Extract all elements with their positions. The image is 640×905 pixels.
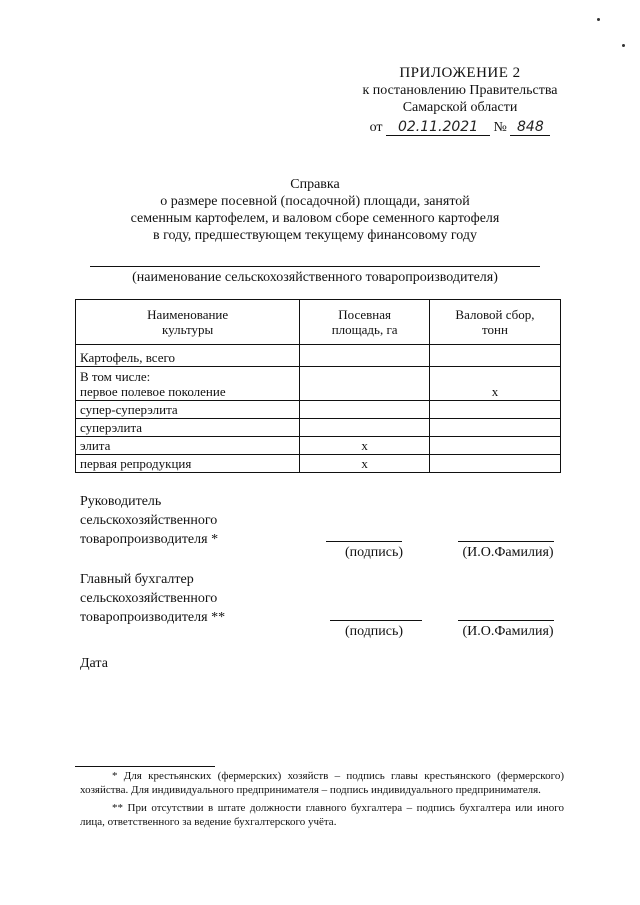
head-title-line-1: Руководитель — [80, 494, 162, 509]
area-cell[interactable]: х — [300, 437, 430, 455]
appendix-line-1: к постановлению Правительства — [362, 83, 558, 98]
decree-date: 02.11.2021 — [386, 120, 490, 136]
head-title-line-3: товаропроизводителя * — [80, 532, 219, 547]
head-signature-block — [80, 492, 218, 549]
table-header-row — [76, 300, 561, 345]
area-cell[interactable]: х — [300, 455, 430, 473]
area-cell[interactable] — [300, 345, 430, 367]
table-row — [76, 455, 561, 473]
head-signature-caption: (подпись) — [344, 545, 404, 560]
head-name-field[interactable] — [458, 541, 554, 542]
accountant-name-field[interactable] — [458, 620, 554, 621]
table-row — [76, 437, 561, 455]
appendix-title: ПРИЛОЖЕНИЕ 2 — [399, 65, 521, 81]
harvest-cell[interactable] — [429, 419, 560, 437]
area-cell[interactable] — [300, 367, 430, 401]
number-prefix: № — [493, 120, 507, 135]
title-heading: Справка — [290, 177, 340, 192]
row-label: элита — [76, 437, 300, 455]
producer-name-field[interactable] — [90, 266, 540, 267]
title-line-1: о размере посевной (посадочной) площади, занятой — [160, 194, 470, 209]
date-label: Дата — [80, 656, 108, 671]
appendix-line-2: Самарской области — [402, 100, 518, 115]
scan-mark-dot — [597, 18, 600, 21]
appendix-block — [340, 64, 580, 136]
area-cell[interactable] — [300, 401, 430, 419]
decree-number: 848 — [510, 120, 550, 136]
title-line-2: семенным картофелем, и валовом сборе семенного картофеля — [130, 211, 500, 226]
row-label: супер-суперэлита — [76, 401, 300, 419]
table-row — [76, 367, 561, 401]
row-label: Картофель, всего — [76, 345, 300, 367]
row-label-main: первое полевое поколение — [80, 384, 226, 399]
head-title-line-2: сельскохозяйственного — [80, 513, 218, 528]
document-title — [90, 176, 540, 244]
appendix-date-line — [340, 119, 580, 136]
footnotes — [80, 769, 564, 829]
accountant-name-caption: (И.О.Фамилия) — [462, 624, 554, 639]
row-label: первая репродукция — [76, 455, 300, 473]
head-name-caption: (И.О.Фамилия) — [462, 545, 554, 560]
row-label: суперэлита — [76, 419, 300, 437]
producer-caption: (наименование сельскохозяйственного товаропроизводителя) — [132, 270, 498, 285]
potato-data-table — [75, 299, 561, 473]
harvest-cell[interactable] — [429, 401, 560, 419]
area-cell[interactable] — [300, 419, 430, 437]
accountant-signature-block — [80, 570, 225, 627]
harvest-cell[interactable] — [429, 345, 560, 367]
header-sown-area: Посевная площадь, га — [300, 300, 430, 345]
table-row — [76, 401, 561, 419]
accountant-signature-field[interactable] — [330, 620, 422, 621]
accountant-title-line-1: Главный бухгалтер — [80, 572, 194, 587]
header-gross-harvest: Валовой сбор, тонн — [429, 300, 560, 345]
footnote-2: ** При отсутствии в штате должности главного бухгалтера – подпись бухгалтера или иного лица, ответственного за ведение бухгалтерского учёта. — [80, 802, 564, 828]
head-signature-field[interactable] — [326, 541, 402, 542]
harvest-cell[interactable] — [429, 455, 560, 473]
table-row — [76, 345, 561, 367]
harvest-cell[interactable] — [429, 437, 560, 455]
accountant-title-line-2: сельскохозяйственного — [80, 591, 218, 606]
footnote-1: * Для крестьянских (фермерских) хозяйств – подпись главы крестьянского (фермерского) хозяйства. Для индивидуального предпринимателя – подпись индивидуального предпринимателя. — [80, 770, 564, 796]
harvest-cell[interactable]: х — [429, 367, 560, 401]
row-label-prefix: В том числе: — [80, 369, 151, 384]
row-label — [76, 367, 300, 401]
footnote-separator — [75, 766, 215, 767]
title-line-3: в году, предшествующем текущему финансовому году — [152, 228, 478, 243]
accountant-signature-caption: (подпись) — [344, 624, 404, 639]
accountant-title-line-3: товаропроизводителя ** — [80, 610, 226, 625]
scan-mark-dot — [622, 44, 625, 47]
header-crop-name: Наименование культуры — [76, 300, 300, 345]
table-row — [76, 419, 561, 437]
date-prefix: от — [369, 120, 383, 135]
